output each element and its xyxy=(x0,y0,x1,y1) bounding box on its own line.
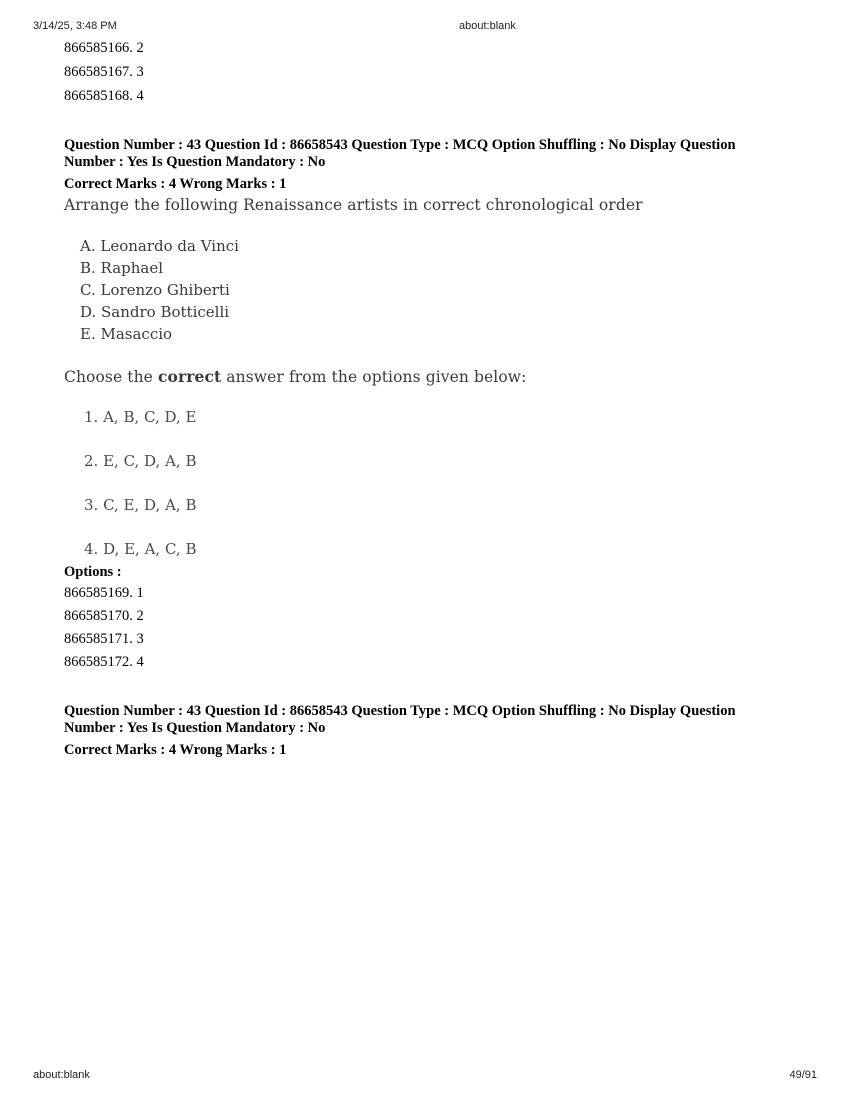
answer-choice-3: 3. C, E, D, A, B xyxy=(84,496,197,514)
next-question-meta-line-1: Question Number : 43 Question Id : 86658543 Question Type : MCQ Option Shuffling : No Display Question xyxy=(64,703,736,719)
print-page-number: 49/91 xyxy=(789,1069,817,1081)
instruction-text-bold: correct xyxy=(157,367,222,386)
instruction-text-start: Choose the xyxy=(64,368,158,386)
question-prompt: Arrange the following Renaissance artists in correct chronological order xyxy=(64,196,643,214)
print-footer-url: about:blank xyxy=(33,1069,90,1081)
options-label: Options : xyxy=(64,564,122,580)
question-item-c: C. Lorenzo Ghiberti xyxy=(80,281,230,299)
print-datetime: 3/14/25, 3:48 PM xyxy=(33,20,117,32)
question-marks: Correct Marks : 4 Wrong Marks : 1 xyxy=(64,176,287,192)
question-item-d: D. Sandro Botticelli xyxy=(80,303,230,321)
option-id-1: 866585169. 1 xyxy=(64,585,144,601)
answer-choice-1: 1. A, B, C, D, E xyxy=(84,408,197,426)
question-item-e: E. Masaccio xyxy=(80,325,173,343)
question-instruction xyxy=(64,367,527,386)
question-meta-line-1: Question Number : 43 Question Id : 86658543 Question Type : MCQ Option Shuffling : No Display Question xyxy=(64,137,736,153)
next-question-meta-line-2: Number : Yes Is Question Mandatory : No xyxy=(64,720,326,736)
next-question-marks: Correct Marks : 4 Wrong Marks : 1 xyxy=(64,742,287,758)
prev-option-2: 866585166. 2 xyxy=(64,40,144,56)
instruction-text-end: answer from the options given below: xyxy=(221,368,527,386)
question-meta xyxy=(64,137,784,171)
answer-choice-4: 4. D, E, A, C, B xyxy=(84,540,197,558)
prev-option-3: 866585167. 3 xyxy=(64,64,144,80)
next-question-meta xyxy=(64,703,784,737)
option-id-4: 866585172. 4 xyxy=(64,654,144,670)
option-id-3: 866585171. 3 xyxy=(64,631,144,647)
question-item-b: B. Raphael xyxy=(80,259,164,277)
question-meta-line-2: Number : Yes Is Question Mandatory : No xyxy=(64,154,326,170)
answer-choice-2: 2. E, C, D, A, B xyxy=(84,452,197,470)
prev-option-4: 866585168. 4 xyxy=(64,88,144,104)
question-item-a: A. Leonardo da Vinci xyxy=(80,237,239,255)
print-page-title: about:blank xyxy=(459,20,516,32)
option-id-2: 866585170. 2 xyxy=(64,608,144,624)
